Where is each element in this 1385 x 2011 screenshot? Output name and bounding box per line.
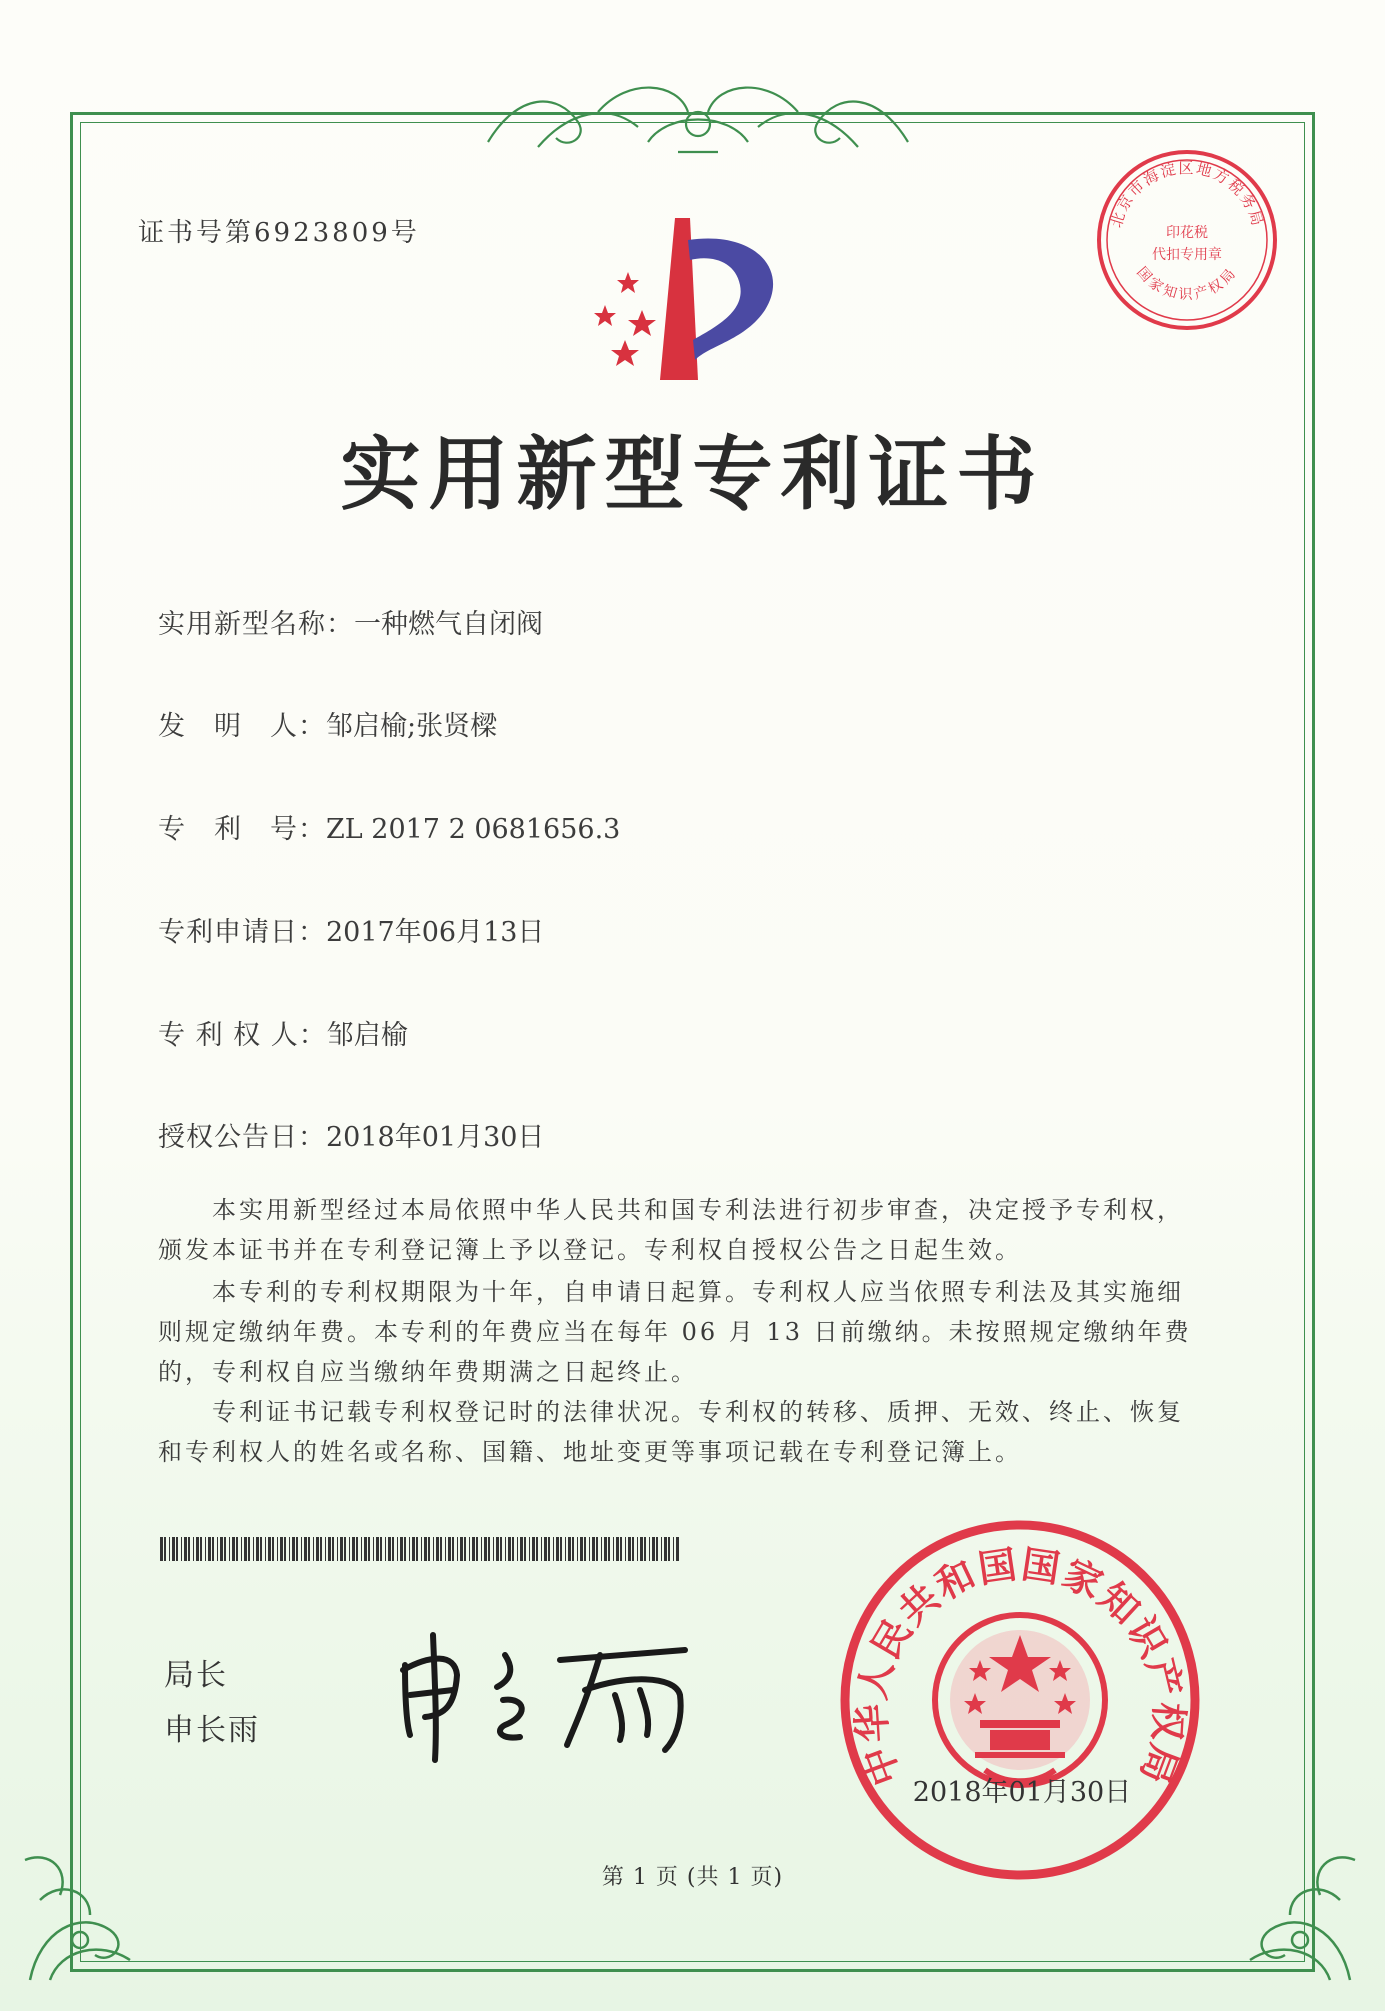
barcode-bar <box>344 1537 346 1561</box>
barcode-bar <box>601 1537 602 1561</box>
barcode-bar <box>445 1537 446 1561</box>
barcode-bar <box>320 1537 322 1561</box>
field-label: 实用新型名称： <box>158 609 354 640</box>
paragraph-text: 专利证书记载专利权登记时的法律状况。专利权的转移、质押、无效、终止、恢复和专利权人的姓名或名称、国籍、地址变更等事项记载在专利登记簿上。 <box>158 1398 1184 1466</box>
barcode-bar <box>224 1537 226 1561</box>
barcode-bar <box>404 1537 406 1561</box>
top-floral-ornament <box>478 72 918 162</box>
body-paragraph-2 <box>158 1272 1208 1392</box>
barcode-bar <box>200 1537 202 1561</box>
barcode-bar <box>673 1537 674 1561</box>
barcode-bar <box>476 1537 478 1561</box>
barcode-bar <box>289 1537 290 1561</box>
tax-seal-line1: 印花税 <box>1166 225 1208 241</box>
barcode-bar <box>433 1537 434 1561</box>
barcode-bar <box>464 1537 466 1561</box>
barcode-bar <box>217 1537 218 1561</box>
barcode-bar <box>493 1537 494 1561</box>
tax-seal-ring-text: 北京市海淀区地方税务局 <box>1107 158 1267 230</box>
barcode-bar <box>412 1537 415 1561</box>
barcode-bar <box>385 1537 386 1561</box>
barcode-bar <box>628 1537 631 1561</box>
barcode-bar <box>472 1537 475 1561</box>
barcode-bar <box>400 1537 403 1561</box>
barcode-bar <box>172 1537 175 1561</box>
page-indicator: 第 1 页 (共 1 页) <box>601 1865 784 1890</box>
field-label: 授权公告日： <box>158 1122 326 1153</box>
body-paragraph-3 <box>158 1392 1208 1472</box>
barcode-bar <box>584 1537 586 1561</box>
barcode-bar <box>452 1537 454 1561</box>
barcode-bar <box>428 1537 430 1561</box>
field-value: 2018年01月30日 <box>326 1122 545 1153</box>
barcode-bar <box>325 1537 326 1561</box>
barcode-bar <box>580 1537 583 1561</box>
barcode-bar <box>241 1537 242 1561</box>
barcode-bar <box>536 1537 538 1561</box>
barcode-bar <box>352 1537 355 1561</box>
barcode-bar <box>280 1537 283 1561</box>
barcode-bar <box>368 1537 370 1561</box>
barcode-bar <box>373 1537 374 1561</box>
field-grant-date <box>158 1115 544 1154</box>
barcode-bar <box>661 1537 662 1561</box>
barcode-bar <box>572 1537 574 1561</box>
barcode-bar <box>505 1537 506 1561</box>
barcode-bar <box>457 1537 458 1561</box>
barcode-bar <box>181 1537 182 1561</box>
barcode-bar <box>481 1537 482 1561</box>
barcode-bar <box>544 1537 547 1561</box>
paragraph-text: 本专利的专利权期限为十年，自申请日起算。专利权人应当依照专利法及其实施细则规定缴纳年费。本专利的年费应当在每年 06 月 13 日前缴纳。未按照规定缴纳年费的，专利权自应当缴纳年费期满之日起终止。 <box>158 1278 1192 1386</box>
barcode-bar <box>517 1537 518 1561</box>
barcode-bar <box>256 1537 259 1561</box>
barcode-bar <box>421 1537 422 1561</box>
field-label: 专 利 权 人： <box>158 1020 327 1051</box>
barcode-bar <box>541 1537 542 1561</box>
barcode-bar <box>469 1537 470 1561</box>
field-inventors <box>158 704 497 743</box>
barcode-bar <box>328 1537 331 1561</box>
barcode-bar <box>416 1537 418 1561</box>
barcode-bar <box>193 1537 194 1561</box>
barcode-bar <box>577 1537 578 1561</box>
barcode-bar <box>272 1537 274 1561</box>
tax-seal-line2: 代扣专用章 <box>1152 247 1222 263</box>
barcode-bar <box>304 1537 307 1561</box>
field-value: ZL 2017 2 0681656.3 <box>326 814 621 845</box>
barcode-bar <box>232 1537 235 1561</box>
barcode-bar <box>637 1537 638 1561</box>
barcode-bar <box>392 1537 394 1561</box>
barcode-bar <box>356 1537 358 1561</box>
field-label: 专 利 号： <box>158 814 326 845</box>
barcode-bar <box>244 1537 247 1561</box>
barcode-bar <box>436 1537 439 1561</box>
field-patent-number <box>158 807 620 846</box>
barcode-bar <box>484 1537 487 1561</box>
barcode-bar <box>284 1537 286 1561</box>
tax-seal-bottom-text: 国家知识产权局 <box>1133 264 1241 304</box>
barcode-bar <box>332 1537 334 1561</box>
barcode-bar <box>397 1537 398 1561</box>
barcode-bar <box>529 1537 530 1561</box>
barcode-bar <box>316 1537 319 1561</box>
barcode-bar <box>196 1537 199 1561</box>
seal-date: 2018年01月30日 <box>912 1777 1132 1808</box>
barcode-bar <box>500 1537 502 1561</box>
barcode-bar <box>208 1537 211 1561</box>
barcode-bar <box>313 1537 314 1561</box>
barcode-bar <box>656 1537 658 1561</box>
barcode-bar <box>548 1537 550 1561</box>
national-emblem-icon <box>935 1615 1105 1785</box>
handwritten-signature <box>385 1615 705 1765</box>
barcode-bar <box>265 1537 266 1561</box>
field-value: 一种燃气自闭阀 <box>354 609 543 640</box>
barcode-bar <box>448 1537 451 1561</box>
field-label: 专利申请日： <box>158 917 326 948</box>
barcode-bar <box>668 1537 670 1561</box>
barcode-bar <box>512 1537 514 1561</box>
field-application-date <box>158 910 544 949</box>
barcode-bar <box>664 1537 667 1561</box>
barcode-bar <box>409 1537 410 1561</box>
barcode-bar <box>337 1537 338 1561</box>
barcode-bar <box>508 1537 511 1561</box>
barcode-bar <box>592 1537 595 1561</box>
barcode-bar <box>596 1537 598 1561</box>
barcode <box>160 1537 680 1561</box>
barcode-bar <box>589 1537 590 1561</box>
barcode-bar <box>625 1537 626 1561</box>
barcode-bar <box>460 1537 463 1561</box>
barcode-bar <box>440 1537 442 1561</box>
barcode-bar <box>340 1537 343 1561</box>
director-name: 申长雨 <box>164 1713 260 1748</box>
barcode-bar <box>649 1537 650 1561</box>
barcode-bar <box>176 1537 178 1561</box>
barcode-bar <box>388 1537 391 1561</box>
barcode-bar <box>253 1537 254 1561</box>
barcode-bar <box>380 1537 382 1561</box>
field-value: 2017年06月13日 <box>326 917 545 948</box>
barcode-bar <box>292 1537 295 1561</box>
barcode-bar <box>652 1537 655 1561</box>
barcode-bar <box>644 1537 646 1561</box>
barcode-bar <box>349 1537 350 1561</box>
barcode-bar <box>212 1537 214 1561</box>
certificate-title: 实用新型专利证书 <box>340 428 1045 521</box>
barcode-bar <box>568 1537 571 1561</box>
barcode-bar <box>236 1537 238 1561</box>
barcode-bar <box>560 1537 562 1561</box>
svg-text:国家知识产权局 <box>1133 264 1241 303</box>
stamp-duty-seal <box>1092 145 1282 335</box>
barcode-bar <box>376 1537 379 1561</box>
barcode-bar <box>640 1537 643 1561</box>
barcode-bar <box>277 1537 278 1561</box>
barcode-bar <box>296 1537 298 1561</box>
barcode-bar <box>676 1537 679 1561</box>
field-label: 发 明 人： <box>158 711 326 742</box>
barcode-bar <box>632 1537 634 1561</box>
field-patentee <box>158 1013 408 1052</box>
barcode-bar <box>188 1537 190 1561</box>
official-seal <box>835 1515 1205 1885</box>
barcode-bar <box>184 1537 187 1561</box>
barcode-bar <box>301 1537 302 1561</box>
barcode-bar <box>488 1537 490 1561</box>
barcode-bar <box>364 1537 367 1561</box>
paragraph-text: 本实用新型经过本局依照中华人民共和国专利法进行初步审查，决定授予专利权，颁发本证书并在专利登记簿上予以登记。专利权自授权公告之日起生效。 <box>158 1196 1184 1264</box>
field-utility-model-name <box>158 602 543 641</box>
official-seal-ring-text: 中华人民共和国国家知识产权局 <box>849 1542 1191 1792</box>
barcode-bar <box>616 1537 619 1561</box>
certificate-number: 证书号第6923809号 <box>138 218 420 248</box>
barcode-bar <box>164 1537 166 1561</box>
director-title: 局长 <box>164 1658 228 1693</box>
barcode-bar <box>220 1537 223 1561</box>
barcode-bar <box>520 1537 523 1561</box>
barcode-bar <box>160 1537 163 1561</box>
barcode-bar <box>205 1537 206 1561</box>
patent-office-logo <box>580 210 810 390</box>
body-paragraph-1 <box>158 1190 1208 1270</box>
barcode-bar <box>308 1537 310 1561</box>
barcode-bar <box>556 1537 559 1561</box>
barcode-bar <box>565 1537 566 1561</box>
barcode-bar <box>608 1537 610 1561</box>
barcode-bar <box>524 1537 526 1561</box>
barcode-bar <box>361 1537 362 1561</box>
barcode-bar <box>604 1537 607 1561</box>
barcode-bar <box>424 1537 427 1561</box>
field-value: 邹启榆 <box>326 1020 408 1051</box>
barcode-bar <box>229 1537 230 1561</box>
barcode-bar <box>532 1537 535 1561</box>
barcode-bar <box>613 1537 614 1561</box>
barcode-bar <box>248 1537 250 1561</box>
barcode-bar <box>268 1537 271 1561</box>
barcode-bar <box>553 1537 554 1561</box>
barcode-bar <box>260 1537 262 1561</box>
barcode-bar <box>496 1537 499 1561</box>
barcode-bar <box>620 1537 622 1561</box>
barcode-bar <box>169 1537 170 1561</box>
field-value: 邹启榆;张贤樑 <box>326 711 498 742</box>
